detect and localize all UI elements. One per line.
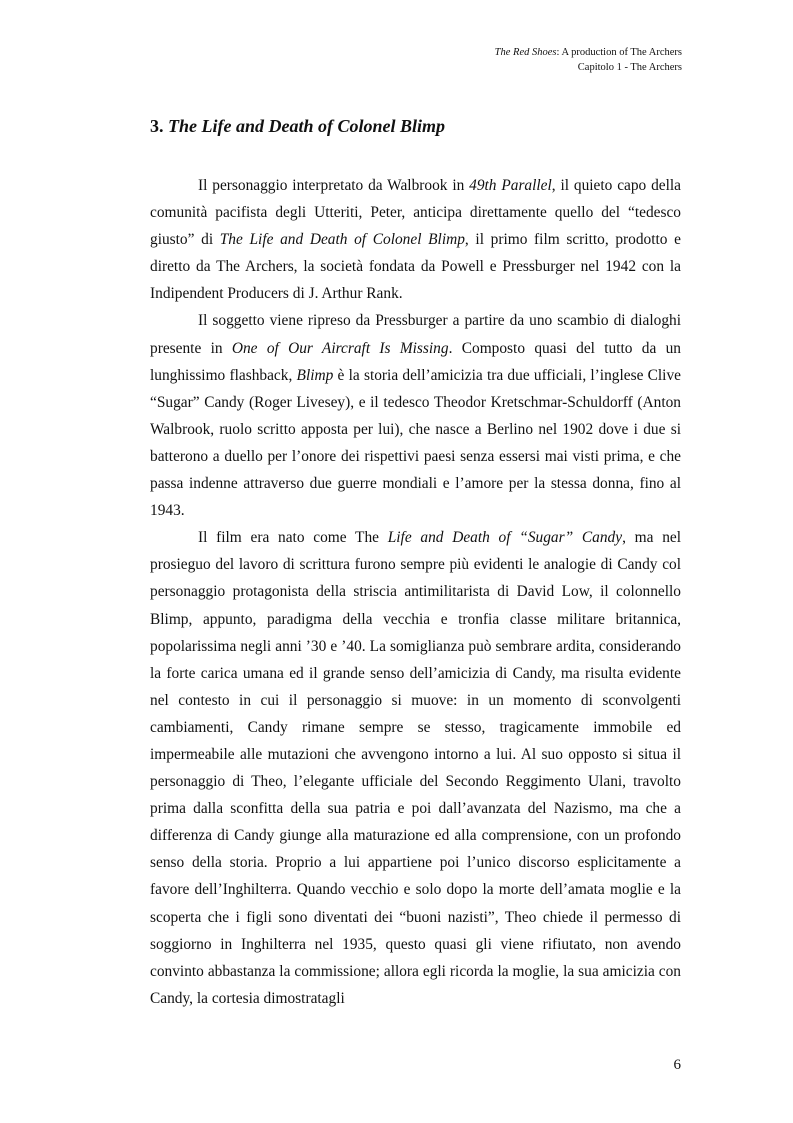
text-run: è la storia dell’amicizia tra due ufficiali, l’inglese Clive “Sugar” Candy (Roger Livesey), e il tedesco Theodor Kretschmar-Schuldorff (Anton Walbrook, ruolo scritto apposta per lui), che nasce a Berlino nel 1902 dove i due si batterono a duello per l’onore dei rispettivi paesi senza essersi mai visti prima, e che passa indenne attraverso due guerre mondiali e l’amore per la stessa donna, fino al 1943. [150, 366, 681, 520]
italic-text-run: Blimp [296, 366, 334, 384]
text-run: , ma nel prosieguo del lavoro di scrittura furono sempre più evidenti le analogie di Candy col personaggio protagonista della striscia antimilitarista di David Low, il colonnello Blimp, appunto, paradigma della vecchia e tronfia classe militare britannica, popolarissima negli anni ’30 e ’40. La somiglianza può sembrare ardita, considerando la forte carica umana ed il grande senso dell’amicizia di Candy, ma risulta evidente nel contesto in cui il personaggio si muove: in un momento di sconvolgenti cambiamenti, Candy rimane sempre se stesso, tragicamente immobile ed impermeabile alle mutazioni che avvengono intorno a lui. Al suo opposto si situa il personaggio di Theo, l’elegante ufficiale del Secondo Reggimento Ulani, travolto prima dalla sconfitta della sua patria e poi dall’avanzata del Nazismo, ma che a differenza di Candy giunge alla maturazione ed alla comprensione, con un profondo senso della storia. Proprio a lui appartiene poi l’unico discorso esplicitamente a favore dell’Inghilterra. Quando vecchio e solo dopo la morte dell’amata moglie e la scoperta che i figli sono diventati dei “buoni nazisti”, Theo chiede il permesso di soggiorno in Inghilterra nel 1935, questo quasi gli viene rifiutato, non avendo convinto abbastanza la commissione; allora egli ricorda la moglie, la sua amicizia con Candy, la cortesia dimostratagli [150, 529, 681, 1007]
body-text [150, 172, 681, 1012]
italic-text-run: 49th Parallel [469, 177, 552, 194]
running-header-subtitle: : A production of The Archers [556, 47, 682, 58]
italic-text-run: The Life and Death of Colonel Blimp [219, 231, 465, 249]
paragraph [150, 307, 681, 524]
section-title: The Life and Death of Colonel Blimp [168, 116, 445, 136]
running-header [495, 45, 682, 75]
page-number: 6 [673, 1057, 681, 1073]
paragraph [150, 172, 681, 307]
italic-text-run: Life and Death of “Sugar” Candy [387, 529, 623, 547]
text-run: , il primo film scritto, prodotto e diretto da The Archers, la società fondata da Powell e Pressburger nel 1942 con la Indipendent Producers di J. Arthur Rank. [150, 231, 681, 303]
running-header-chapter: Capitolo 1 - The Archers [577, 62, 682, 73]
running-header-line-1 [495, 45, 682, 60]
running-header-film-title: The Red Shoes [494, 47, 557, 58]
text-run: . Composto quasi del tutto da un lunghissimo flashback, [150, 339, 681, 384]
section-number: 3. [150, 116, 164, 136]
text-run: Il soggetto viene ripreso da Pressburger a partire da uno scambio di dialoghi presente in [150, 312, 681, 357]
text-run: Il personaggio interpretato da Walbrook in [198, 177, 470, 194]
paragraph [150, 524, 681, 1012]
text-run: , il quieto capo della comunità pacifista degli Utteriti, Peter, anticipa direttamente quello del “tedesco giusto” di [150, 177, 681, 249]
section-heading [150, 114, 445, 138]
italic-text-run: One of Our Aircraft Is Missing [231, 339, 449, 357]
text-run: Il film era nato come The [198, 529, 388, 547]
